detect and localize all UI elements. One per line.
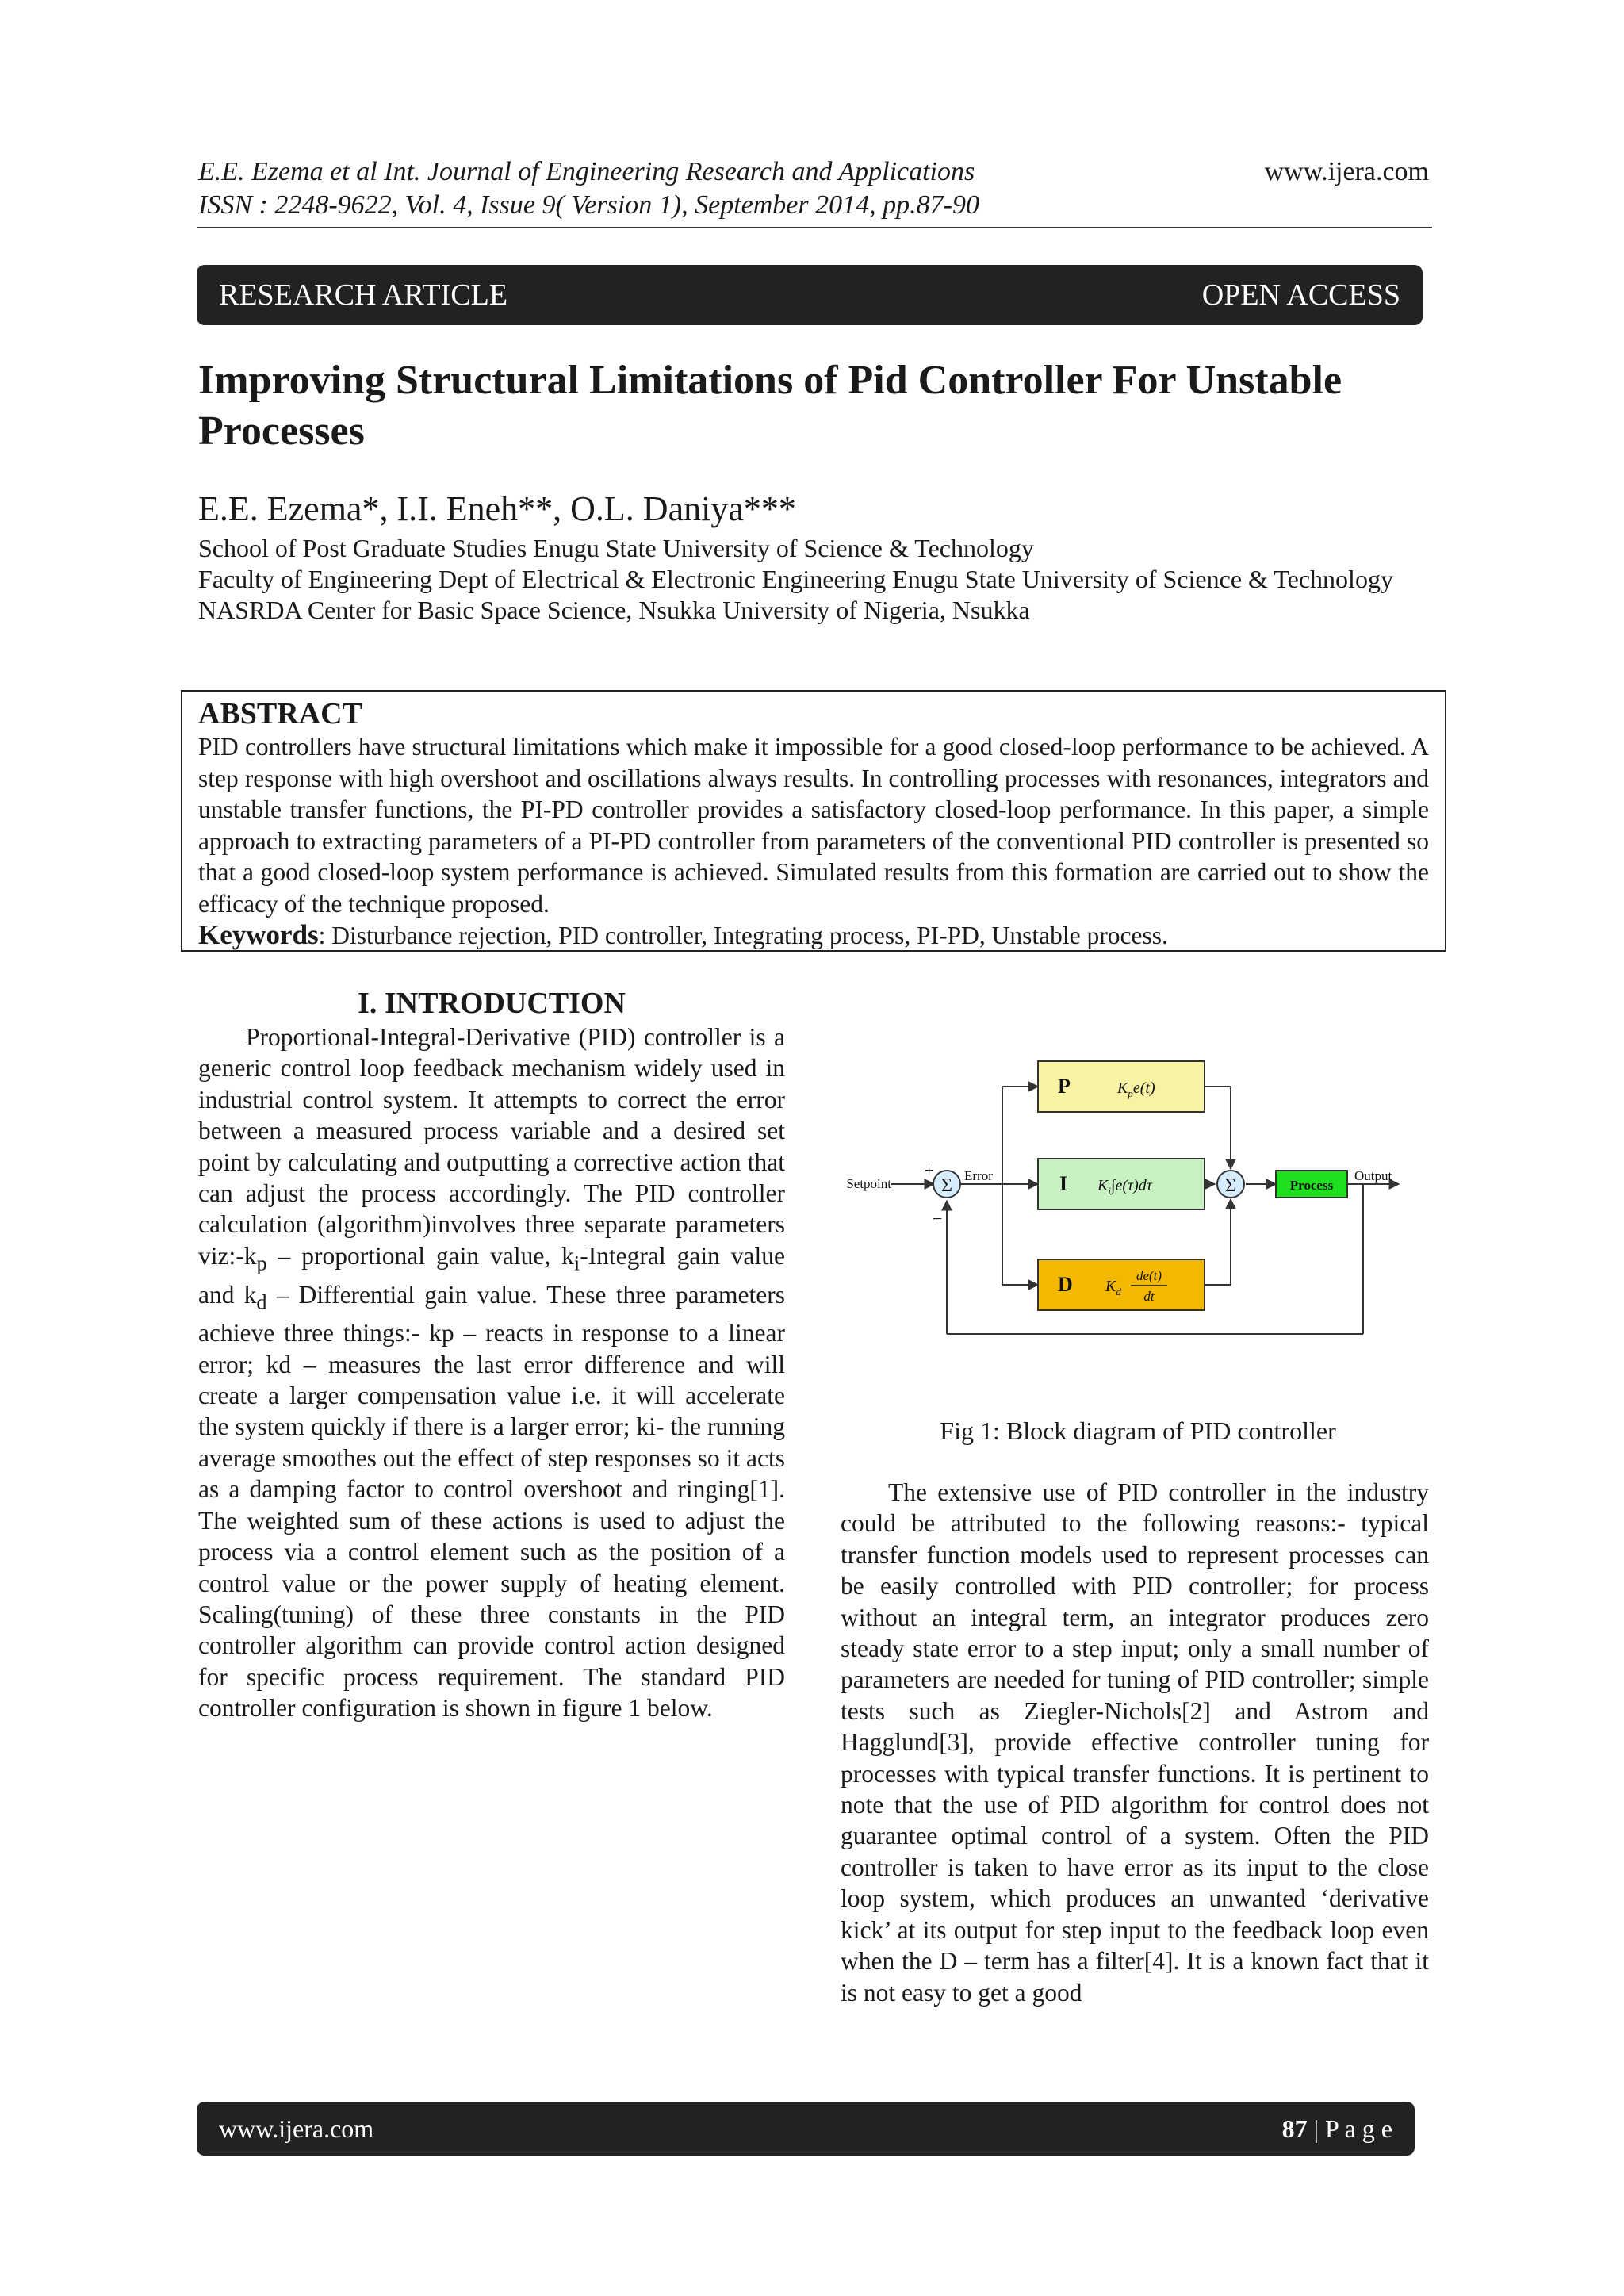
minus-sign: − bbox=[933, 1209, 943, 1228]
sum1-symbol: Σ bbox=[941, 1175, 952, 1196]
issn-line: ISSN : 2248-9622, Vol. 4, Issue 9( Version 1), September 2014, pp.87-90 bbox=[198, 190, 979, 220]
introduction-section bbox=[198, 985, 785, 1724]
affiliation-1: School of Post Graduate Studies Enugu State University of Science & Technology bbox=[198, 534, 1034, 562]
i-block-letter: I bbox=[1059, 1172, 1068, 1195]
keywords bbox=[198, 919, 1429, 952]
affiliations bbox=[198, 533, 1429, 626]
p-block-expression: $K_pe(t)$ bbox=[1117, 1079, 1155, 1099]
introduction-paragraph-2: The extensive use of PID controller in the industry could be attributed to the following reasons:- typical transfer function models used to represent processes can be easily controlled with PID controller; for process without an integral term, an integrator produces zero steady state error to a step input; only a small number of parameters are needed for tuning of PID controller; simple tests such as Ziegler-Nichols[2] and Astrom and Hagglund[3], provide effective controller tuning for processes with typical transfer functions. It is pertinent to note that the use of PID algorithm for control does not guarantee optimal control of a system. Often the PID controller is taken to have error as its input to the close loop system, which produces an unwanted ‘derivative kick’ at its output for step input to the feedback loop even when the D – term has a filter[4]. It is a known fact that it is not easy to get a good bbox=[841, 1478, 1429, 2007]
article-type-banner bbox=[197, 265, 1423, 325]
d-block-denominator: dt bbox=[1143, 1289, 1155, 1304]
d-block-numerator: de(t) bbox=[1136, 1268, 1162, 1283]
error-label: Error bbox=[964, 1168, 993, 1183]
setpoint-label: Setpoint bbox=[846, 1176, 891, 1191]
footer-banner bbox=[197, 2102, 1415, 2156]
header-website: www.ijera.com bbox=[1264, 157, 1429, 186]
research-article-label: RESEARCH ARTICLE bbox=[219, 278, 508, 312]
abstract-body: PID controllers have structural limitations which make it impossible for a good closed-loop performance to be achieved. A step response with high overshoot and oscillations always results. In controlling processes with resonances, integrators and unstable transfer functions, the PI-PD controller provides a satisfactory closed-loop performance. In this paper, a simple approach to extracting parameters of a PI-PD controller from parameters of the conventional PID controller is presented so that a good closed-loop system performance is achieved. Simulated results from this formation are carried out to show the efficacy of the technique proposed. bbox=[198, 733, 1429, 918]
process-label: Process bbox=[1289, 1178, 1334, 1193]
p-block-letter: P bbox=[1058, 1075, 1071, 1098]
journal-header bbox=[198, 155, 979, 222]
keywords-label: Keywords bbox=[198, 919, 319, 950]
affiliation-3: NASRDA Center for Basic Space Science, Nsukka University of Nigeria, Nsukka bbox=[198, 596, 1030, 624]
paper-title: Improving Structural Limitations of Pid Controller For Unstable Processes bbox=[198, 358, 1342, 454]
footer-website: www.ijera.com bbox=[219, 2114, 374, 2143]
introduction-continued bbox=[841, 1477, 1429, 2008]
introduction-heading: I. INTRODUCTION bbox=[358, 987, 626, 1020]
abstract-box bbox=[181, 690, 1446, 952]
d-block-gain: $K_d$ bbox=[1105, 1278, 1121, 1297]
abstract-heading: ABSTRACT bbox=[198, 697, 362, 730]
d-block-letter: D bbox=[1058, 1273, 1073, 1296]
sum2-symbol: Σ bbox=[1225, 1175, 1236, 1196]
i-block-expression: $K_i\int e(\tau)d\tau$ bbox=[1097, 1177, 1152, 1197]
output-label: Output bbox=[1354, 1168, 1392, 1183]
paper-authors: E.E. Ezema*, I.I. Eneh**, O.L. Daniya*** bbox=[198, 489, 796, 528]
figure-caption: Fig 1: Block diagram of PID controller bbox=[940, 1416, 1336, 1445]
journal-line: E.E. Ezema et al Int. Journal of Engineering Research and Applications bbox=[198, 157, 975, 186]
page-number: 87 | P a g e bbox=[1281, 2114, 1392, 2143]
header-divider bbox=[197, 227, 1432, 228]
introduction-paragraph-1: Proportional-Integral-Derivative (PID) controller is a generic control loop feedback mechanism widely used in industrial control system. It attempts to correct the error between a measured process variable and a desired set point by calculating and outputting a corrective action that can adjust the process accordingly. The PID controller calculation (algorithm)involves three separate parameters $viz:-k_p$ – proportional gain value, $k_i$-Integral gain value and $k_d$ – Differential gain value. These three parameters achieve three things:- kp – reacts in response to a linear error; kd – measures the last error difference and will create a larger compensation value i.e. it will accelerate the system quickly if there is a larger error; ki- the running average smoothes out the effect of step responses so it acts as a damping factor to control overshoot and ringing[1]. The weighted sum of these actions is used to adjust the process via a control element such as the position of a control value or the power supply of heating element. Scaling(tuning) of these three constants in the PID controller algorithm can provide control action designed for specific process requirement. The standard PID controller configuration is shown in figure 1 below. bbox=[198, 1023, 786, 1723]
plus-sign: + bbox=[925, 1162, 934, 1179]
keywords-list: : Disturbance rejection, PID controller, Integrating process, PI-PD, Unstable process. bbox=[318, 922, 1168, 949]
affiliation-2: Faculty of Engineering Dept of Electrical & Electronic Engineering Enugu State University of Science & Technology bbox=[198, 565, 1393, 593]
open-access-label: OPEN ACCESS bbox=[1201, 278, 1400, 312]
pid-block-diagram bbox=[844, 1039, 1408, 1348]
